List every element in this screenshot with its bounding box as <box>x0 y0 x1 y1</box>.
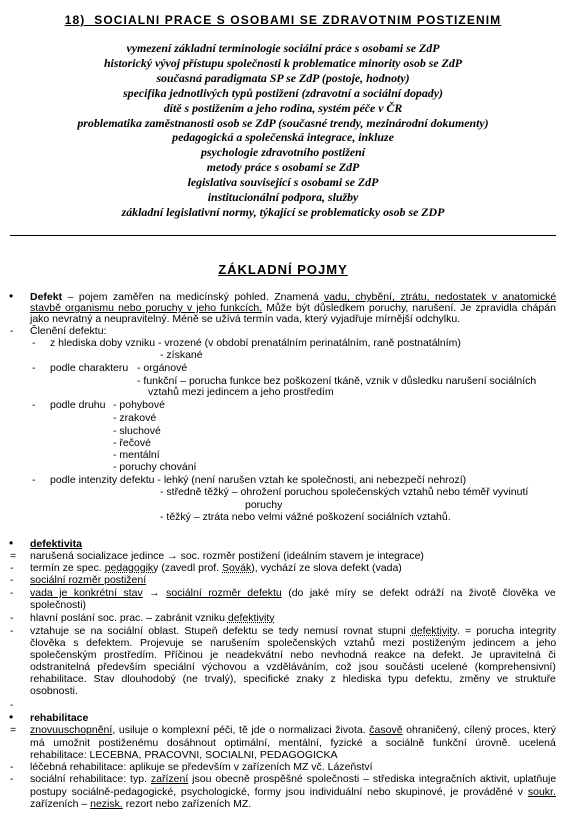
term-label: rehabilitace <box>30 712 89 724</box>
defektivita-line <box>30 588 556 599</box>
defektivita-line <box>30 551 424 562</box>
dash-marker: - <box>10 773 14 785</box>
text-segment: léčebná rehabilitace: aplikuje se především v zařízeních MZ vč. Lázeňství <box>30 761 373 773</box>
text-segment: – pojem zaměřen na medicínský pohled. Znamená <box>62 291 325 303</box>
topic-item: dítě s postižením a jeho rodina, systém péče v ČR <box>163 100 403 115</box>
group-item: - zrakové <box>113 412 157 424</box>
text-segment: soukr. <box>527 786 556 798</box>
dash-marker: - <box>32 337 36 349</box>
text-segment: ), vychází ze slova defekt (vada) <box>251 562 402 574</box>
classification-group <box>50 475 466 486</box>
text-segment: . = porucha integrity <box>456 625 557 637</box>
dash-marker: - <box>32 399 36 411</box>
text-segment: stavbě organismu nebo poruchy v jeho funkcích. <box>30 302 263 314</box>
text-segment: sociální rehabilitace: typ. <box>30 773 151 785</box>
topic-item: vymezení základní terminologie sociální práce s osobami se ZdP <box>126 41 440 55</box>
classification-group <box>50 338 461 349</box>
group-name: podle intenzity defektu <box>50 474 155 486</box>
topic-item: institucionální podpora, služby <box>207 190 359 205</box>
text-segment: ohraničený, cílený proces, který <box>402 724 556 736</box>
group-name: z hlediska doby vzniku <box>50 337 156 349</box>
text-segment: (zavedl prof. <box>158 562 223 574</box>
group-item: - získané <box>160 349 203 361</box>
topic-item: problematika zaměstnanosti osob se ZdP (současné trendy, mezinárodní dokumenty) <box>77 115 489 130</box>
defektivita-term <box>30 539 82 550</box>
equals-marker: = <box>10 550 17 562</box>
group-item: - vrozené (v období prenatálním perinatálním, raně postnatálním) <box>157 337 461 349</box>
term-label: defektivita <box>30 538 82 550</box>
equals-marker: = <box>10 724 17 736</box>
arrow-symbol: → <box>142 587 167 599</box>
text-segment: vztahuje se na sociální oblast. Stupeň defektu se tedy nemusí rovnat stupni <box>30 625 411 637</box>
topic-item: současná paradigmata SP se ZdP (postoje, hodnoty) <box>156 70 410 85</box>
defektivita-line <box>30 674 556 685</box>
topic-item: legislativa související s osobami se ZdP <box>187 175 379 190</box>
dash-marker: - <box>10 562 14 574</box>
rehabilitace-line <box>30 787 556 798</box>
rehabilitace-line <box>30 799 251 810</box>
group-item: - mentální <box>113 449 160 461</box>
text-segment: člověka s defektem. Projevuje se narušením společenských vztahů mezi postiženým jedincem a jeho <box>30 637 557 649</box>
text-segment: rezort nebo zařízeních MZ. <box>122 798 252 810</box>
defektivita-line <box>30 650 556 661</box>
text-segment: , usiluje o komplexní péči, tě jde o normalizaci života. <box>112 724 370 736</box>
defektivita-line <box>30 626 556 637</box>
text-segment: vadu, chybění, ztrátu, nedostatek v anatomické <box>324 291 557 303</box>
group-item-continuation: vztahů mezi jedincem a jeho prostředím <box>148 386 334 398</box>
dash-marker: - <box>10 612 14 624</box>
text-segment: pedagogiky <box>104 562 159 574</box>
document-title-block <box>0 11 566 29</box>
text-segment: společnosti) <box>30 599 87 611</box>
text-segment: zařízeních – <box>30 798 91 810</box>
dash-marker: - <box>10 761 14 773</box>
group-item: - sluchové <box>113 425 161 437</box>
text-segment: znovuuschopnění <box>30 724 113 736</box>
bullet-marker: • <box>9 289 14 303</box>
group-item-continuation: poruchy <box>245 499 283 511</box>
topic-item: metody práce s osobami se ZdP <box>206 160 360 175</box>
group-item: - lehký (není narušen vztah ke společnosti, ani nebezpečí nehrozí) <box>157 474 467 486</box>
topic-item: základní legislativní normy, týkající se problematicky osob se ZDP <box>121 204 445 219</box>
text-segment: nezisk. <box>90 798 123 810</box>
dash-marker: - <box>32 474 36 486</box>
topics-list <box>0 41 566 220</box>
text-segment: časově <box>369 724 403 736</box>
group-item: - řečové <box>113 437 151 449</box>
defekt-line <box>30 314 460 325</box>
rehabilitace-line <box>30 725 556 736</box>
classification-label: Členění defektu: <box>30 325 107 337</box>
group-item: - středně těžký – ohrožení poruchou společenských vztahů nebo téměř vyvinutí <box>160 486 529 498</box>
text-segment: zařízení <box>150 773 189 785</box>
bullet-marker: • <box>9 710 14 724</box>
text-segment: (do jaké míry se defekt odráží na životě člověka ve <box>281 587 556 599</box>
rehabilitace-term <box>30 713 88 724</box>
text-segment: termín ze spec. <box>30 562 105 574</box>
text-segment: vada je konkrétní stav <box>30 587 143 599</box>
group-item: - pohybové <box>113 399 165 411</box>
text-segment: defektivity <box>410 625 457 637</box>
group-name: podle charakteru <box>50 362 129 374</box>
dash-marker: - <box>10 574 14 586</box>
text-segment: hlavní poslání soc. prac. – zabránit vzniku <box>30 612 228 624</box>
text-segment: společenským prostředím. Příčinou je neadekvátní nebo nevhodná reakce na defekt. Je upravitelná či <box>30 649 556 661</box>
topic-item: psychologie zdravotního postižení <box>200 145 366 160</box>
defektivita-line <box>30 600 86 611</box>
text-segment: jsou obecně prospěšné společnosti – střediska integračních aktivit, uplatňuje <box>188 773 557 785</box>
rehabilitace-line <box>30 774 556 785</box>
text-segment: postupy sociálně-pedagogické, psychologické, formy jsou individuální nebo skupinové, je prováděné v <box>30 786 528 798</box>
dash-marker: - <box>32 362 36 374</box>
group-item: - orgánové <box>137 362 188 374</box>
dash-marker: - <box>10 699 14 711</box>
group-name: podle druhu <box>50 399 106 411</box>
dash-marker: - <box>10 325 14 337</box>
defektivita-line <box>30 638 556 649</box>
text-segment: rehabilitace: LECEBNA, PRACOVNI, SOCIALNI, PEDAGOGICKA <box>30 749 338 761</box>
dash-marker: - <box>10 625 14 637</box>
text-segment: sociální rozměr defektu <box>166 587 282 599</box>
defektivita-line <box>30 563 402 574</box>
group-item: - poruchy chování <box>113 461 197 473</box>
text-segment: osobnosti. <box>30 685 78 697</box>
topic-item: historický vývoj přístupu společnosti k problematice minority osob se ZdP <box>103 55 463 70</box>
defektivita-line <box>30 686 78 697</box>
rehabilitace-line <box>30 762 373 773</box>
rehabilitace-line <box>30 738 556 749</box>
defektivita-line <box>30 613 275 624</box>
text-segment: Může být důsledkem poruchy, narušení. Je zpravidla chápán <box>262 302 556 314</box>
defekt-term: Defekt <box>30 291 63 303</box>
group-item: - těžký – ztráta nebo velmi vážné poškození sociálních vztahů. <box>160 511 451 523</box>
bullet-marker: • <box>9 536 14 550</box>
section-heading: ZÁKLADNÍ POJMY <box>218 262 348 277</box>
text-segment: narušená socializace jedince → soc. rozměr postižení (ideálním stavem je integrace) <box>30 550 424 562</box>
dash-marker: - <box>10 587 14 599</box>
document-title: 18) SOCIALNI PRACE S OSOBAMI SE ZDRAVOTNIM POSTIZENIM <box>64 13 502 27</box>
defektivita-line <box>30 662 556 673</box>
defektivita-line <box>30 575 146 586</box>
text-segment: rehabilitace. Stav dlouhodobý (ne trvalý), specifické znaky z hlediska typu defektu, změny ve struktuře <box>30 673 556 685</box>
group-item: - funkční – porucha funkce bez poškození tkáně, vznik v důsledku narušení sociálních <box>137 375 537 387</box>
horizontal-divider <box>10 235 556 236</box>
text-segment: má umožnit postiženému dosáhnout optimální, mentální, fyzické a sociálně funkční úrovně. ucelená <box>30 737 556 749</box>
text-segment: defektivity <box>227 612 275 624</box>
text-segment: Sovák <box>222 562 252 574</box>
text-segment: jako nevratný a neupravitelný. Méně se užívá termín vada, který vyjadřuje mírnější odchylku. <box>30 313 461 325</box>
text-segment: sociální rozměr postižení <box>30 574 147 586</box>
section-heading-block <box>0 261 566 279</box>
rehabilitace-line <box>30 750 338 761</box>
text-segment: odstranitelná především speciální výchovou a vzděláváním, což jsou součásti ucelené (komprehensivní) <box>30 661 556 673</box>
topic-item: pedagogická a společenská integrace, inkluze <box>172 130 394 145</box>
topic-item: specifika jednotlivých typů postižení (zdravotní a sociální dopady) <box>123 85 443 100</box>
